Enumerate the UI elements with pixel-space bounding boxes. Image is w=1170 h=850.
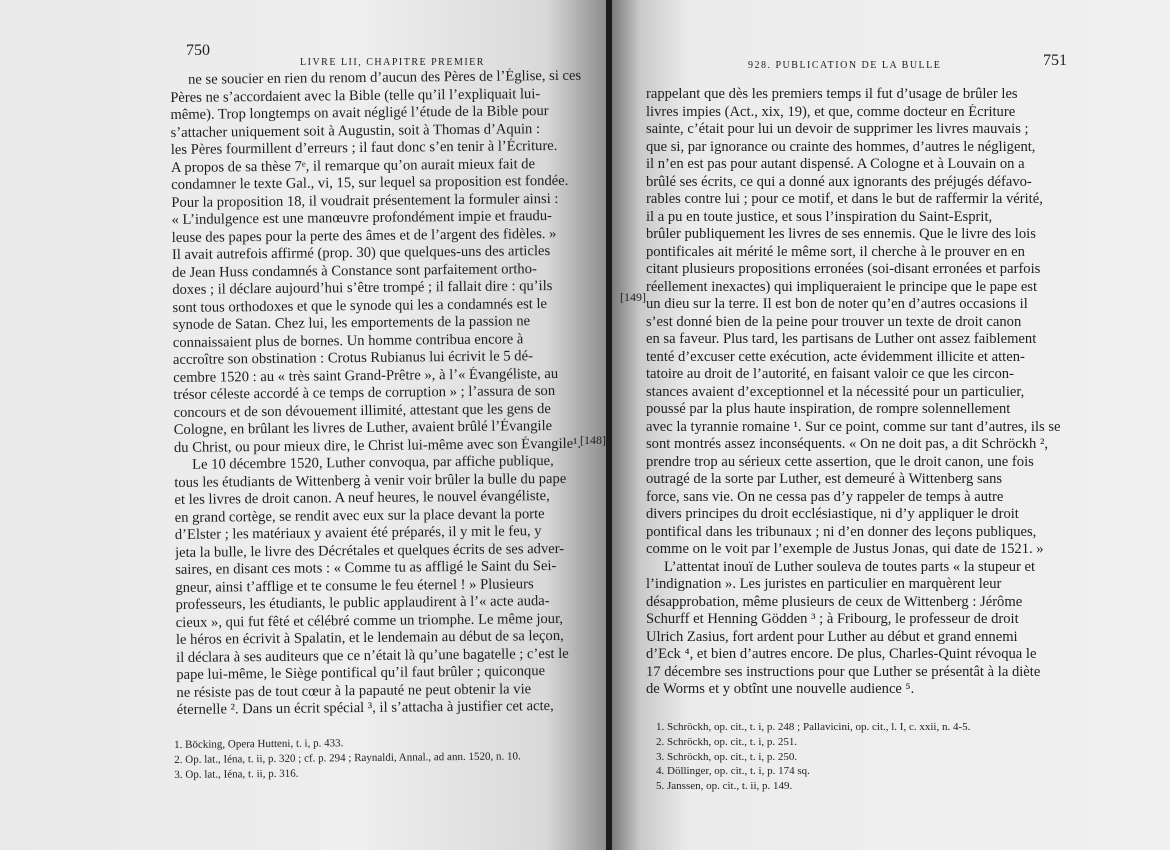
- left-text-line: en grand cortège, se rendit avec eux sur la place devant la porte: [174, 505, 545, 526]
- right-text-line: de Worms et y obtînt une nouvelle audience ⁵.: [646, 681, 915, 697]
- left-text-line: Pour la proposition 18, il voudrait présentement la formuler ainsi :: [171, 190, 559, 211]
- right-text-line: citant plusieurs propositions erronées (soi-disant erronées et parfois: [646, 261, 1041, 277]
- left-page-number: 750: [186, 42, 210, 59]
- right-text-line: tenté d’excuser cette exécution, acte évidemment illicite et atten-: [646, 348, 1025, 365]
- right-text-line: Ulrich Zasius, fort ardent pour Luther au début et grand ennemi: [646, 628, 1018, 645]
- left-text-line: ne se soucier en rien du renom d’aucun des Pères de l’Église, si ces: [187, 67, 582, 88]
- right-text-line: rappelant que dès les premiers temps il fut d’usage de brûler les: [646, 86, 1018, 102]
- right-text-line: Schurff et Henning Gödden ³ ; à Fribourg, le professeur de droit: [646, 611, 1019, 627]
- right-text-line: pontificales ait mérité le même sort, il cherche à le prouver en en: [646, 243, 1025, 260]
- right-text-line: avec la tyrannie romaine ¹. Sur ce point, comme sur tant d’autres, ils se: [646, 418, 1061, 435]
- right-footnote: 3. Schröckh, op. cit., t. i, p. 250.: [656, 750, 798, 763]
- right-text-line: désapprobation, même plusieurs de ceux de Wittenberg : Jérôme: [646, 593, 1023, 610]
- right-text-line: 17 décembre ses instructions pour que Luther se présentât à la diète: [646, 663, 1041, 680]
- left-text-line: cembre 1520 : au « très saint Grand-Prêtre », à l’« Évangéliste, au: [173, 365, 559, 386]
- right-text-line: livres impies (Act., xix, 19), et que, comme docteur en Écriture: [646, 103, 1016, 120]
- left-footnote: 3. Op. lat., Iéna, t. ii, p. 316.: [174, 767, 299, 781]
- right-page-number: 751: [1043, 52, 1067, 69]
- right-text-line: en sa faveur. Plus tard, les partisans de Luther ont assez faiblement: [646, 331, 1037, 347]
- right-text-line: s’est donné bien de la peine pour trouver un texte de droit canon: [646, 313, 1022, 330]
- right-footnote: 1. Schröckh, op. cit., t. i, p. 248 ; Pallavicini, op. cit., l. I, c. xxii, n. 4-5.: [656, 721, 971, 733]
- right-text-line: réellement inexactes) qui impliqueraient le principe que le pape est: [646, 278, 1038, 295]
- left-text-line: gneur, ainsi t’afflige et te consume le feu éternel ! » Plusieurs: [175, 575, 534, 596]
- left-text-line: Le 10 décembre 1520, Luther convoqua, par affiche publique,: [192, 453, 554, 473]
- right-text-line: prendre trop au sérieux cette assertion, que le droit canon, une fois: [646, 453, 1034, 470]
- right-text-line: l’indignation ». Les juristes en particulier en marquèrent leur: [646, 576, 1002, 592]
- right-body-text: [646, 86, 1066, 699]
- left-text-line: « L’indulgence est une manœuvre profondément impie et fraudu-: [171, 208, 553, 228]
- left-text-line: tous les étudiants de Wittenberg à venir voir brûler la bulle du pape: [174, 470, 567, 491]
- right-text-line: sont montrés assez inconséquents. « On ne doit pas, a dit Schröckh ²,: [646, 436, 1048, 452]
- right-text-line: poussé par la plus haute inspiration, de rompre solennellement: [646, 401, 1011, 417]
- right-text-line: stances avaient d’exceptionnel et la nécessité pour un particulier,: [646, 383, 1025, 400]
- left-text-line: concours et de son dévouement illimité, attestant que les gens de: [173, 400, 551, 421]
- right-margin-reference: [149]: [620, 290, 646, 304]
- left-text-line: professeurs, les étudiants, le public applaudirent à l’« acte auda-: [175, 593, 550, 613]
- right-text-line: tatoire au droit de l’autorité, en faisant valoir ce que les circon-: [646, 366, 1014, 382]
- left-text-line: même). Trop longtemps on avait négligé l’étude de la Bible pour: [170, 103, 549, 123]
- left-text-line: Pères ne s’accordaient avec la Bible (telle qu’il l’expliquait lui-: [170, 85, 541, 106]
- left-text-line: les Pères fourmillent d’erreurs ; il faut donc s’en tenir à l’Écriture.: [170, 137, 558, 158]
- right-footnote: 4. Döllinger, op. cit., t. i, p. 174 sq.: [656, 765, 810, 778]
- left-footnote: 2. Op. lat., Iéna, t. ii, p. 320 ; cf. p. 294 ; Raynaldi, Annal., ad ann. 1520, n. 10.: [174, 750, 521, 766]
- left-text-line: cieux », qui fut fêté et célébré comme un triomphe. Le même jour,: [175, 610, 564, 631]
- left-running-head: LIVRE LII, CHAPITRE PREMIER: [300, 57, 485, 68]
- left-text-line: le héros en écrivit à Spalatin, et le lendemain au début de sa leçon,: [175, 627, 564, 648]
- left-text-line: jeta la bulle, le livre des Décrétales et quelques écrits de ses adver-: [174, 540, 565, 561]
- left-text-line: sont tous orthodoxes et que le synode qui les a condamnés est le: [172, 295, 548, 316]
- left-text-line: connaissaient plus de bornes. Un homme contribua encore à: [172, 330, 524, 351]
- right-footnote: 5. Janssen, op. cit., t. ii, p. 149.: [656, 780, 793, 793]
- right-page: [612, 0, 1170, 850]
- right-text-line: il a pu en toute justice, et sous l’inspiration du Saint-Esprit,: [646, 208, 993, 225]
- right-text-line: comme on le voit par l’exemple de Justus Jonas, qui date de 1521. »: [646, 541, 1044, 557]
- right-text-line: L’attentat inouï de Luther souleva de toutes parts « la stupeur et: [664, 558, 1036, 575]
- right-text-line: que si, par ignorance ou crainte des hommes, d’autres le négligent,: [646, 138, 1036, 155]
- left-text-line: ne résiste pas de tout cœur à la papauté ne peut obtenir la vie: [176, 680, 532, 701]
- right-text-line: d’Eck ⁴, et bien d’autres encore. De plus, Charles-Quint révoqua le: [646, 646, 1037, 662]
- left-text-line: pape lui-même, le Siège pontifical qu’il faut brûler ; quiconque: [176, 663, 546, 683]
- right-text-line: force, sans vie. On ne cessa pas d’y rappeler de temps à autre: [646, 488, 1004, 505]
- left-text-line: accroître son obstination : Crotus Rubianus lui écrivit le 5 dé-: [172, 348, 533, 368]
- left-footnote: 1. Böcking, Opera Hutteni, t. i, p. 433.: [174, 737, 344, 751]
- left-text-line: condamner le texte Gal., vi, 15, sur lequel sa proposition est fondée.: [171, 172, 569, 193]
- right-text-line: sainte, c’était pour lui un devoir de supprimer les livres mauvais ;: [646, 121, 1029, 137]
- left-text-line: et les livres de droit canon. A neuf heures, le nouvel évangéliste,: [174, 488, 550, 508]
- right-text-line: brûler publiquement les livres de ses ennemis. Que le livre des lois: [646, 226, 1036, 242]
- right-text-line: pontifical dans les tribunaux ; ni d’en donner des leçons publiques,: [646, 523, 1037, 540]
- left-text-line: saires, en disant ces mots : « Comme tu as affligé le Saint du Sei-: [175, 557, 557, 578]
- left-text-line: de Jean Huss condamnés à Constance sont parfaitement ortho-: [172, 260, 537, 281]
- right-text-line: rables contre lui ; pour ce motif, et dans le but de raffermir la vérité,: [646, 191, 1043, 207]
- left-text-line: A propos de sa thèse 7ᵉ, il remarque qu’on aurait mieux fait de: [170, 155, 536, 176]
- right-text-line: outragé de la sorte par Luther, est demeuré à Wittenberg sans: [646, 471, 1003, 487]
- right-text-line: brûlé ses écrits, ce qui a donné aux ignorants des préjugés défavo-: [646, 173, 1032, 190]
- right-text-line: il n’en est pas pour autant dispensé. A Cologne et à Louvain on a: [646, 156, 1025, 172]
- right-footnotes: [656, 720, 1076, 794]
- right-text-line: divers principes du droit ecclésiastique, ni d’y appliquer le droit: [646, 506, 1019, 522]
- left-text-line: il déclara à ses auditeurs que ce n’était là qu’une bagatelle ; c’est le: [176, 645, 569, 666]
- left-text-line: trésor céleste accordé à ce temps de corruption » ; l’assura de son: [173, 382, 556, 403]
- left-margin-reference: [148]: [580, 433, 606, 447]
- left-text-line: s’attacher uniquement soit à Augustin, soit à Thomas d’Aquin :: [170, 120, 541, 141]
- right-text-line: un dieu sur la terre. Il est bon de noter qu’en d’autres occasions il: [646, 296, 1028, 312]
- left-text-line: leuse des papes pour la perte des âmes et de l’argent des fidèles. »: [171, 225, 557, 246]
- left-text-line: doxes ; il déclare aujourd’hui s’être trompé ; il fallait dire : qu’ils: [172, 278, 553, 298]
- left-text-line: Cologne, en brûlant les livres de Luther, avaient brûlé l’Évangile: [173, 418, 553, 438]
- left-text-line: du Christ, ou pour mieux dire, le Christ lui-même avec son Évangile¹.: [173, 435, 582, 456]
- right-running-head: 928. PUBLICATION DE LA BULLE: [748, 60, 942, 71]
- left-text-line: éternelle ². Dans un écrit spécial ³, il s’attacha à justifier cet acte,: [176, 698, 554, 718]
- left-text-line: Il avait autrefois affirmé (prop. 30) que quelques-uns des articles: [171, 243, 551, 263]
- left-text-line: d’Elster ; les matériaux y avaient été préparés, il y mit le feu, y: [174, 523, 542, 543]
- left-footnotes: [174, 734, 594, 783]
- left-body-text: [170, 67, 606, 719]
- left-text-line: synode de Satan. Chez lui, les emportements de la passion ne: [172, 313, 531, 333]
- right-footnote: 2. Schröckh, op. cit., t. i, p. 251.: [656, 735, 798, 748]
